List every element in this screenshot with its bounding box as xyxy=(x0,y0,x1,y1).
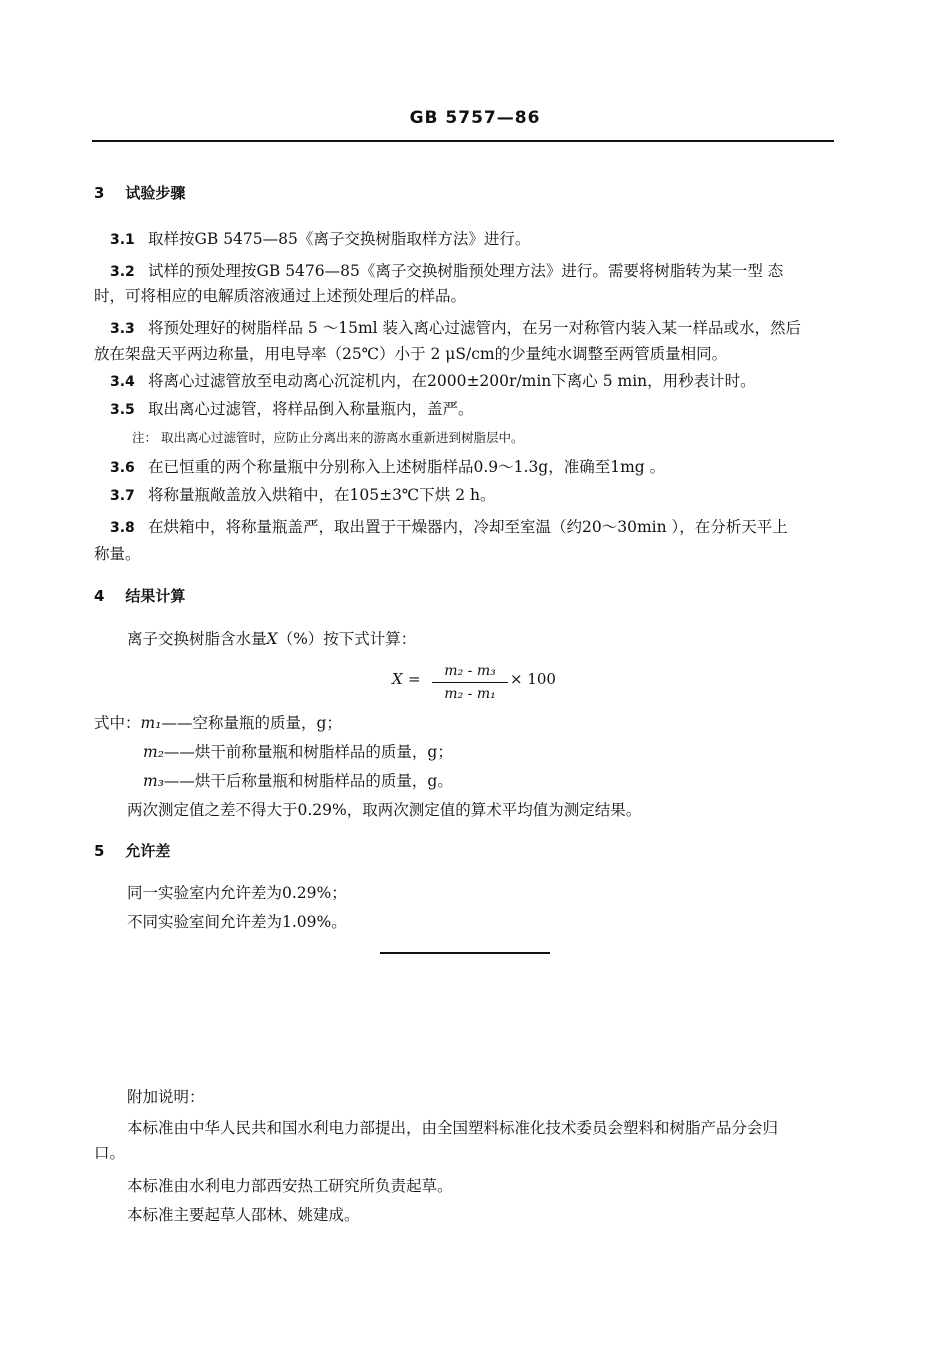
formula-lhs: X xyxy=(392,670,403,688)
clause-text: 将离心过滤管放至电动离心沉淀机内，在2000±200r/min下离心 5 min，用秒表计时。 xyxy=(148,372,756,390)
end-rule xyxy=(380,952,550,954)
clause-number: 3.7 xyxy=(110,488,135,504)
definition-m3 xyxy=(143,770,893,792)
appendix-line: 本标准主要起草人邵林、姚建成。 xyxy=(127,1206,360,1224)
formula-multiplier: × 100 xyxy=(510,670,556,688)
appendix-line: 口。 xyxy=(94,1144,126,1162)
clause-note: 注： 取出离心过滤管时，应防止分离出来的游离水重新进到树脂层中。 xyxy=(132,430,524,445)
clause-number: 3.6 xyxy=(110,460,135,476)
clause-text: 取出离心过滤管，将样品倒入称量瓶内，盖严。 xyxy=(148,400,474,418)
formula-intro xyxy=(94,628,877,650)
clause-text: 试样的预处理按GB 5476—85《离子交换树脂预处理方法》进行。需要将树脂转为某一型 态 xyxy=(148,262,784,280)
header-rule xyxy=(92,140,834,142)
clause-3-2-cont: 时，可将相应的电解质溶液通过上述预处理后的样品。 xyxy=(94,287,467,305)
page-header: GB 5757—86 xyxy=(409,108,541,128)
clause-text: 在已恒重的两个称量瓶中分别称入上述树脂样品0.9～1.3g，准确至1mg 。 xyxy=(148,458,666,476)
section-title: 允许差 xyxy=(125,842,171,860)
formula-denominator: m₂ - m₁ xyxy=(444,686,496,702)
intro-prefix: 离子交换树脂含水量 xyxy=(127,630,267,648)
clause-number: 3.2 xyxy=(110,264,135,280)
formula-equals: = xyxy=(408,670,421,688)
clause-3-7 xyxy=(94,484,860,507)
appendix-title: 附加说明： xyxy=(127,1088,205,1106)
definition-m1 xyxy=(94,712,844,734)
clause-3-8-cont: 称量。 xyxy=(94,545,141,563)
fraction-bar xyxy=(432,682,508,683)
tolerance-between-labs: 不同实验室间允许差为1.09%。 xyxy=(127,913,347,931)
intro-variable: X xyxy=(266,630,278,648)
clause-number: 3.4 xyxy=(110,374,135,390)
appendix-line: 本标准由中华人民共和国水利电力部提出，由全国塑料标准化技术委员会塑料和树脂产品分会归 xyxy=(127,1119,779,1137)
clause-3-4 xyxy=(94,370,860,393)
clause-number: 3.5 xyxy=(110,402,135,418)
clause-3-1 xyxy=(94,228,860,251)
section-number: 4 xyxy=(94,587,105,605)
definition-text: ——烘干前称量瓶和树脂样品的质量，g； xyxy=(163,743,453,761)
appendix-line: 本标准由水利电力部西安热工研究所负责起草。 xyxy=(127,1177,453,1195)
section-4-heading xyxy=(94,585,844,607)
formula-fraction xyxy=(432,662,508,703)
definition-symbol: m₃ xyxy=(143,772,164,790)
section-title: 试验步骤 xyxy=(125,184,186,202)
formula-numerator: m₂ - m₃ xyxy=(444,663,496,679)
section-number: 5 xyxy=(94,842,105,860)
intro-suffix: （%）按下式计算： xyxy=(277,630,417,648)
section-title: 结果计算 xyxy=(125,587,186,605)
clause-3-5 xyxy=(94,398,860,421)
clause-number: 3.1 xyxy=(110,232,135,248)
clause-3-3 xyxy=(94,317,860,340)
definition-symbol: m₁ xyxy=(140,714,162,732)
section-5-heading xyxy=(94,840,844,862)
clause-text: 在烘箱中，将称量瓶盖严，取出置于干燥器内，冷却至室温（约20～30min ），在分析天平上 xyxy=(148,518,788,536)
clause-number: 3.3 xyxy=(110,321,135,337)
water-content-formula xyxy=(392,662,592,710)
definition-text: ——空称量瓶的质量，g； xyxy=(161,714,342,732)
definition-text: ——烘干后称量瓶和树脂样品的质量，g。 xyxy=(163,772,453,790)
clause-text: 将称量瓶敞盖放入烘箱中，在105±3℃下烘 2 h。 xyxy=(148,486,496,504)
section-3-heading xyxy=(94,182,844,204)
clause-text: 取样按GB 5475—85《离子交换树脂取样方法》进行。 xyxy=(148,230,531,248)
clause-3-2 xyxy=(94,260,860,283)
clause-text: 将预处理好的树脂样品 5 ～15ml 装入离心过滤管内，在另一对称管内装入某一样品或水，然后 xyxy=(148,319,802,337)
result-conclusion: 两次测定值之差不得大于0.29%，取两次测定值的算术平均值为测定结果。 xyxy=(127,801,642,819)
section-number: 3 xyxy=(94,184,105,202)
clause-3-6 xyxy=(94,456,860,479)
definition-m2 xyxy=(143,741,893,763)
tolerance-within-lab: 同一实验室内允许差为0.29%； xyxy=(127,884,347,902)
where-label: 式中： xyxy=(94,714,141,732)
clause-3-8 xyxy=(94,516,860,539)
clause-number: 3.8 xyxy=(110,520,135,536)
clause-3-3-cont: 放在架盘天平两边称量，用电导率（25℃）小于 2 μS/cm的少量纯水调整至两管质量相同。 xyxy=(94,345,728,363)
definition-symbol: m₂ xyxy=(143,743,164,761)
